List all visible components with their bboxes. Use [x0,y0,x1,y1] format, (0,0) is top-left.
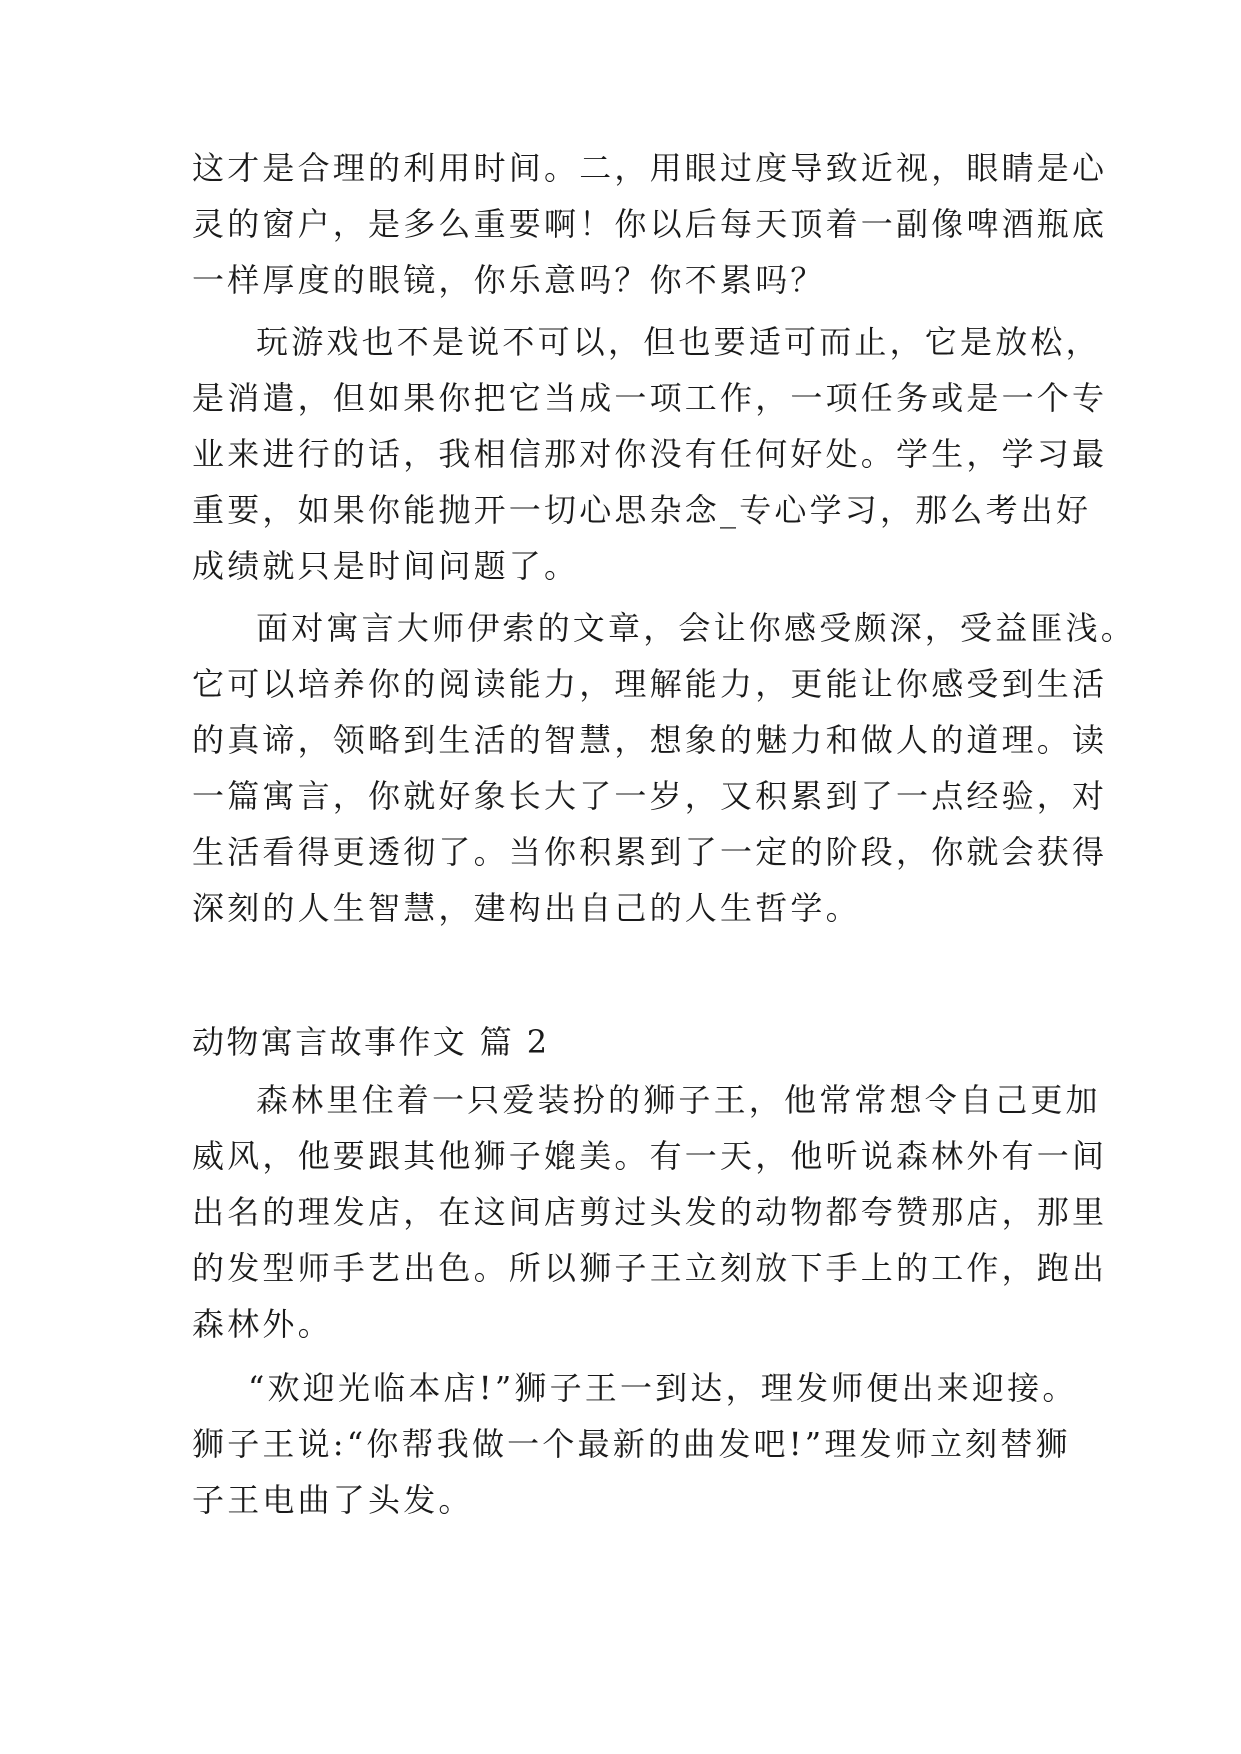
text-line: 威风，他要跟其他狮子媲美。有一天，他听说森林外有一间 [192,1137,1108,1175]
text-line: 深刻的人生智慧，建构出自己的人生哲学。 [192,889,861,927]
text-line: 子王电曲了头发。 [192,1481,474,1519]
text-line: 面对寓言大师伊索的文章，会让你感受颇深，受益匪浅。 [256,609,1137,647]
text-line: 玩游戏也不是说不可以，但也要适可而止，它是放松， [256,323,1101,361]
text-line: 的发型师手艺出色。所以狮子王立刻放下手上的工作，跑出 [192,1249,1108,1287]
text-line: 它可以培养你的阅读能力，理解能力，更能让你感受到生活 [192,665,1108,703]
text-line: 森林外。 [192,1305,333,1343]
text-line: 这才是合理的利用时间。二，用眼过度导致近视，眼睛是心 [192,149,1108,187]
text-line: 重要，如果你能抛开一切心思杂念_专心学习，那么考出好 [192,491,1092,529]
text-line: 成绩就只是时间问题了。 [192,547,580,585]
text-line: 灵的窗户，是多么重要啊！你以后每天顶着一副像啤酒瓶底 [192,205,1108,243]
text-line: 是消遣，但如果你把它当成一项工作，一项任务或是一个专 [192,379,1108,417]
text-line: 森林里住着一只爱装扮的狮子王，他常常想令自己更加 [256,1081,1101,1119]
text-line: 的真谛，领略到生活的智慧，想象的魅力和做人的道理。读 [192,721,1108,759]
text-line: 狮子王说:“你帮我做一个最新的曲发吧!”理发师立刻替狮 [192,1425,1071,1463]
text-line: 业来进行的话，我相信那对你没有任何好处。学生，学习最 [192,435,1108,473]
text-line: 一篇寓言，你就好象长大了一岁，又积累到了一点经验，对 [192,777,1108,815]
text-line: “欢迎光临本店!”狮子王一到达，理发师便出来迎接。 [248,1369,1078,1407]
text-line: 生活看得更透彻了。当你积累到了一定的阶段，你就会获得 [192,833,1108,871]
text-line: 一样厚度的眼镜，你乐意吗？你不累吗？ [192,261,826,299]
text-line: 出名的理发店，在这间店剪过头发的动物都夸赞那店，那里 [192,1193,1108,1231]
section-heading: 动物寓言故事作文 篇 2 [192,1023,550,1061]
